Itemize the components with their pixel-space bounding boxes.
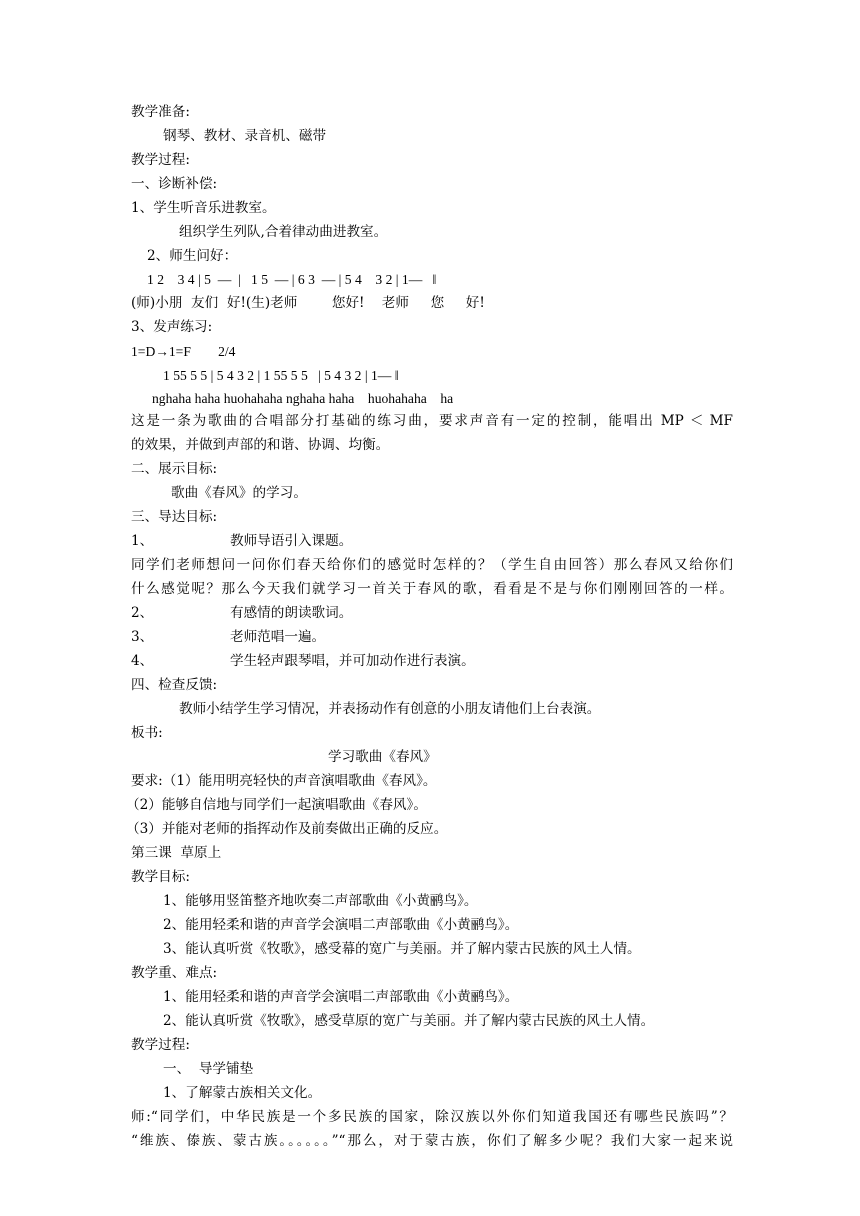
list-number: 3、 (131, 629, 154, 645)
list-item: 1、能用轻柔和谐的声音学会演唱二声部歌曲《小黄鹂鸟》。 (163, 989, 519, 1005)
section-guide: 三、导达目标: (131, 509, 218, 525)
paragraph-line: 师:“同学们，中华民族是一个多民族的国家，除汉族以外你们知道我国还有哪些民族吗”？ (131, 1109, 733, 1125)
list-text: 有感情的朗读歌词。 (230, 605, 353, 621)
heading-process: 教学过程: (131, 152, 190, 168)
text-line: 教师小结学生学习情况，并表扬动作有创意的小朋友请他们上台表演。 (179, 701, 601, 717)
text-line: （2）能够自信地与同学们一起演唱歌曲《春风》。 (126, 797, 427, 813)
section-goals: 二、展示目标: (131, 461, 218, 477)
paragraph-line: 什么感觉呢？那么今天我们就学习一首关于春风的歌，看看是不是与你们刚刚回答的一样。 (131, 581, 733, 597)
lesson-title: 第三课 草原上 (131, 845, 222, 861)
section-feedback: 四、检查反馈: (131, 677, 218, 693)
paragraph-line: 这是一条为歌曲的合唱部分打基础的练习曲，要求声音有一定的控制，能唱出 MP ＜ MF (131, 413, 733, 429)
key-signature-line: 1=D→1=F 2/4 (131, 344, 236, 359)
text-line: 歌曲《春风》的学习。 (171, 485, 307, 501)
list-number: 1、 (131, 533, 154, 549)
list-number: 4、 (131, 653, 154, 669)
text-line: 要求:（1）能用明亮轻快的声音演唱歌曲《春风》。 (131, 773, 437, 789)
text-line: 组织学生列队,合着律动曲进教室。 (179, 224, 388, 240)
list-text: 学生轻声跟琴唱，并可加动作进行表演。 (230, 653, 475, 669)
list-item: 2、能认真听赏《牧歌》，感受草原的宽广与美丽。并了解内蒙古民族的风土人情。 (163, 1013, 655, 1029)
list-item: 3、能认真听赏《牧歌》，感受幕的宽广与美丽。并了解内蒙古民族的风土人情。 (163, 941, 641, 957)
syllables-line: nghaha haha huohahaha nghaha haha huohahaha ha (152, 391, 454, 406)
text-line: 3、发声练习: (131, 319, 213, 335)
list-item: 2、能用轻柔和谐的声音学会演唱二声部歌曲《小黄鹂鸟》。 (163, 917, 519, 933)
subsection-title: 一、 导学铺垫 (163, 1061, 254, 1077)
paragraph-line: 同学们老师想问一问你们春天给你们的感觉时怎样的？（学生自由回答）那么春风又给你们 (131, 557, 733, 573)
list-text: 教师导语引入课题。 (230, 533, 353, 549)
paragraph-line: “维族、傣族、蒙古族。。。。。。”“那么，对于蒙古族，你们了解多少呢？我们大家一起来说 (131, 1133, 733, 1149)
text-line: 1、学生听音乐进教室。 (131, 200, 276, 216)
board-title: 学习歌曲《春风》 (328, 749, 437, 765)
materials-line: 钢琴、教材、录音机、磁带 (163, 128, 327, 144)
text-line: 1、了解蒙古族相关文化。 (163, 1085, 322, 1101)
heading-key-points: 教学重、难点: (131, 965, 218, 981)
text-line: （3）并能对老师的指挥动作及前奏做出正确的反应。 (126, 821, 448, 837)
list-text: 老师范唱一遍。 (230, 629, 326, 645)
heading-process: 教学过程: (131, 1037, 190, 1053)
notation-line: 1 55 5 5 | 5 4 3 2 | 1 55 5 5 | 5 4 3 2 | 1— ‖ (163, 368, 399, 383)
notation-line: 1 2 3 4 | 5 — | 1 5 — | 6 3 — | 5 4 3 2 | 1— ‖ (147, 272, 437, 287)
heading-board: 板书: (131, 725, 163, 741)
heading-preparation: 教学准备: (131, 104, 190, 120)
list-number: 2、 (131, 605, 154, 621)
text-line: 2、师生问好： (147, 248, 238, 264)
list-item: 1、能够用竖笛整齐地吹奏二声部歌曲《小黄鹂鸟》。 (163, 893, 478, 909)
paragraph-line: 的效果，并做到声部的和谐、协调、均衡。 (131, 437, 390, 453)
lyrics-line: (师)小朋 友们 好!(生)老师 您好! 老师 您 好! (131, 295, 485, 311)
section-diagnosis: 一、诊断补偿: (131, 176, 218, 192)
heading-objectives: 教学目标: (131, 869, 190, 885)
